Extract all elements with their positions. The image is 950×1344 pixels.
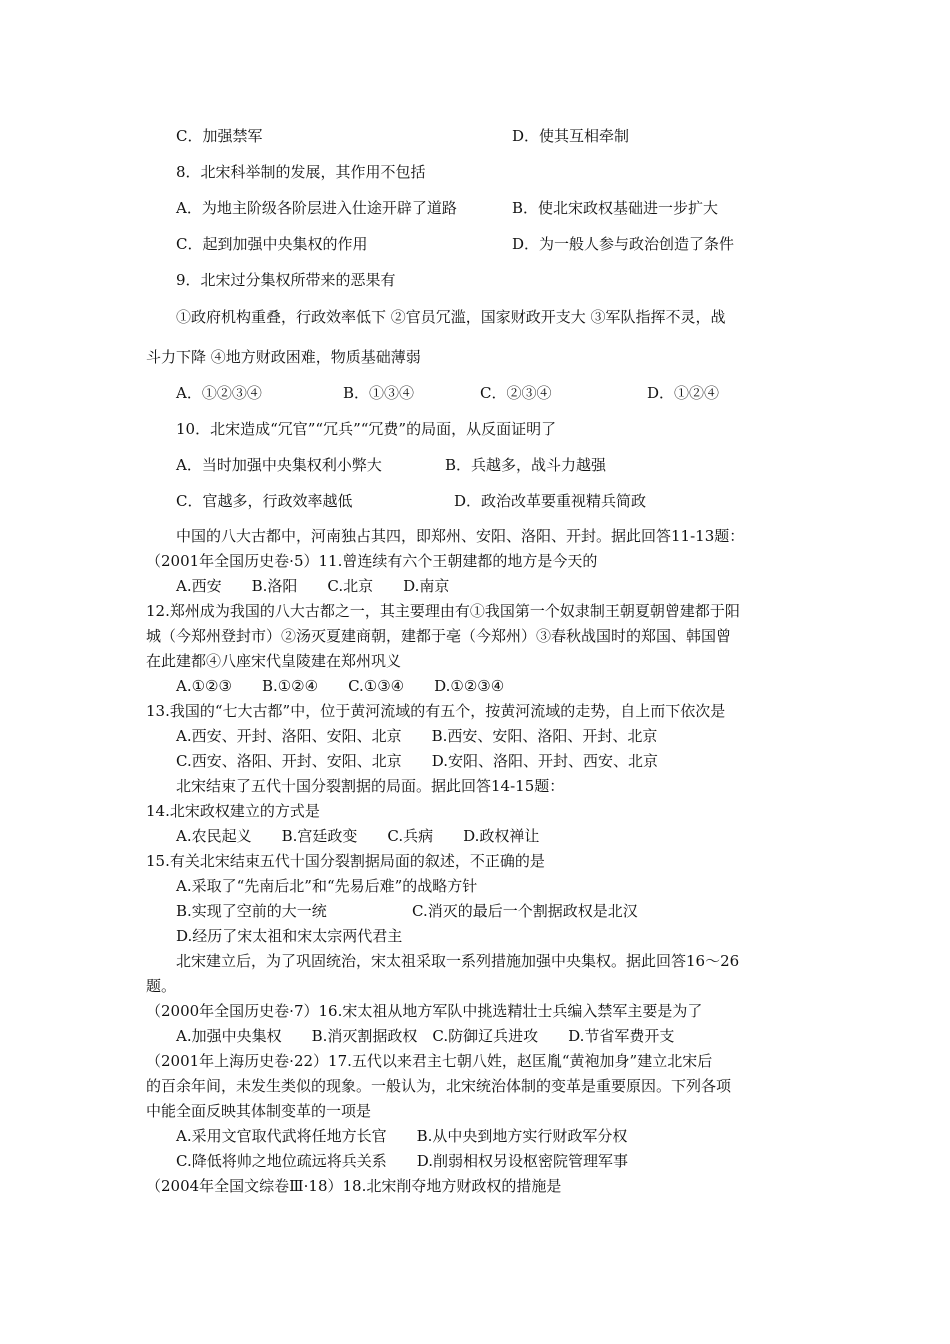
- q7-option-d: D．使其互相牵制: [512, 127, 630, 145]
- q12-line1: 12.郑州成为我国的八大古都之一，其主要理由有①我国第一个奴隶制王朝夏朝曾建都于阳: [146, 602, 740, 620]
- q9-option-b: B．①③④: [343, 384, 415, 402]
- q17-line3: 中能全面反映其体制变革的一项是: [146, 1102, 372, 1120]
- q14-options: A.农民起义 B.宫廷政变 C.兵病 D.政权禅让: [176, 827, 540, 845]
- q8-option-c: C．起到加强中央集权的作用: [176, 235, 368, 253]
- q9-option-c: C．②③④: [480, 384, 552, 402]
- intro-centralization-line1: 北宋建立后，为了巩固统治，宋太祖采取一系列措施加强中央集权。据此回答16～26: [176, 952, 740, 970]
- q16-stem: （2000年全国历史卷·7）16.宋太祖从地方军队中挑选精壮士兵编入禁军主要是为了: [146, 1002, 703, 1020]
- q10-option-d: D．政治改革要重视精兵简政: [454, 492, 647, 510]
- q11-stem: （2001年全国历史卷·5）11.曾连续有六个王朝建都的地方是今天的: [146, 552, 598, 570]
- q8-stem: 8．北宋科举制的发展，其作用不包括: [176, 163, 426, 181]
- q14-stem: 14.北宋政权建立的方式是: [146, 802, 320, 820]
- q15-option-d: D.经历了宋太祖和宋太宗两代君主: [176, 927, 403, 945]
- q7-option-c: C．加强禁军: [176, 127, 263, 145]
- q17-options-ab: A.采用文官取代武将任地方长官 B.从中央到地方实行财政军分权: [176, 1127, 628, 1145]
- q12-line3: 在此建都④八座宋代皇陵建在郑州巩义: [146, 652, 402, 670]
- q8-option-a: A．为地主阶级各阶层进入仕途开辟了道路: [176, 199, 457, 217]
- q15-option-a: A.采取了“先南后北”和“先易后难”的战略方针: [176, 877, 478, 895]
- q10-option-b: B．兵越多，战斗力越强: [445, 456, 607, 474]
- q8-option-b: B．使北宋政权基础进一步扩大: [512, 199, 719, 217]
- q16-options: A.加强中央集权 B.消灭割据政权 C.防御辽兵进攻 D.节省军费开支: [176, 1027, 675, 1045]
- intro-capitals: 中国的八大古都中，河南独占其四，即郑州、安阳、洛阳、开封。据此回答11-13题：: [176, 527, 745, 545]
- q11-options: A.西安 B.洛阳 C.北京 D.南京: [176, 577, 450, 595]
- intro-northern-song: 北宋结束了五代十国分裂割据的局面。据此回答14-15题：: [176, 777, 565, 795]
- intro-centralization-line2: 题。: [146, 977, 177, 995]
- q8-option-d: D．为一般人参与政治创造了条件: [512, 235, 735, 253]
- q15-option-b: B.实现了空前的大一统: [176, 902, 327, 920]
- q13-options-cd: C.西安、洛阳、开封、安阳、北京 D.安阳、洛阳、开封、西安、北京: [176, 752, 658, 770]
- q17-line2: 的百余年间，未发生类似的现象。一般认为，北宋统治体制的变革是重要原因。下列各项: [146, 1077, 732, 1095]
- q17-line1: （2001年上海历史卷·22）17.五代以来君主七朝八姓，赵匡胤“黄袍加身”建立北宋后: [146, 1052, 713, 1070]
- q15-option-c: C.消灭的最后一个割据政权是北汉: [412, 902, 638, 920]
- q13-stem: 13.我国的“七大古都”中，位于黄河流域的有五个，按黄河流域的走势，自上而下依次是: [146, 702, 726, 720]
- q10-stem: 10．北宋造成“冗官”“冗兵”“冗费”的局面，从反面证明了: [176, 420, 557, 438]
- q9-option-d: D．①②④: [647, 384, 720, 402]
- q10-option-c: C．官越多，行政效率越低: [176, 492, 353, 510]
- q9-option-a: A．①②③④: [176, 384, 262, 402]
- q9-items-line2: 斗力下降 ④地方财政困难，物质基础薄弱: [146, 348, 421, 366]
- q12-line2: 城（今郑州登封市）②汤灭夏建商朝，建都于亳（今郑州）③春秋战国时的郑国、韩国曾: [146, 627, 732, 645]
- q13-options-ab: A.西安、开封、洛阳、安阳、北京 B.西安、安阳、洛阳、开封、北京: [176, 727, 658, 745]
- q15-stem: 15.有关北宋结束五代十国分裂割据局面的叙述，不正确的是: [146, 852, 545, 870]
- q12-options: A.①②③ B.①②④ C.①③④ D.①②③④: [176, 677, 505, 695]
- q17-options-cd: C.降低将帅之地位疏远将兵关系 D.削弱相权另设枢密院管理军事: [176, 1152, 628, 1170]
- q9-stem: 9．北宋过分集权所带来的恶果有: [176, 271, 396, 289]
- q9-items-line1: ①政府机构重叠，行政效率低下 ②官员冗滥，国家财政开支大 ③军队指挥不灵，战: [176, 308, 726, 326]
- q18-stem: （2004年全国文综卷Ⅲ·18）18.北宋削夺地方财政权的措施是: [146, 1177, 562, 1195]
- q10-option-a: A．当时加强中央集权利小弊大: [176, 456, 382, 474]
